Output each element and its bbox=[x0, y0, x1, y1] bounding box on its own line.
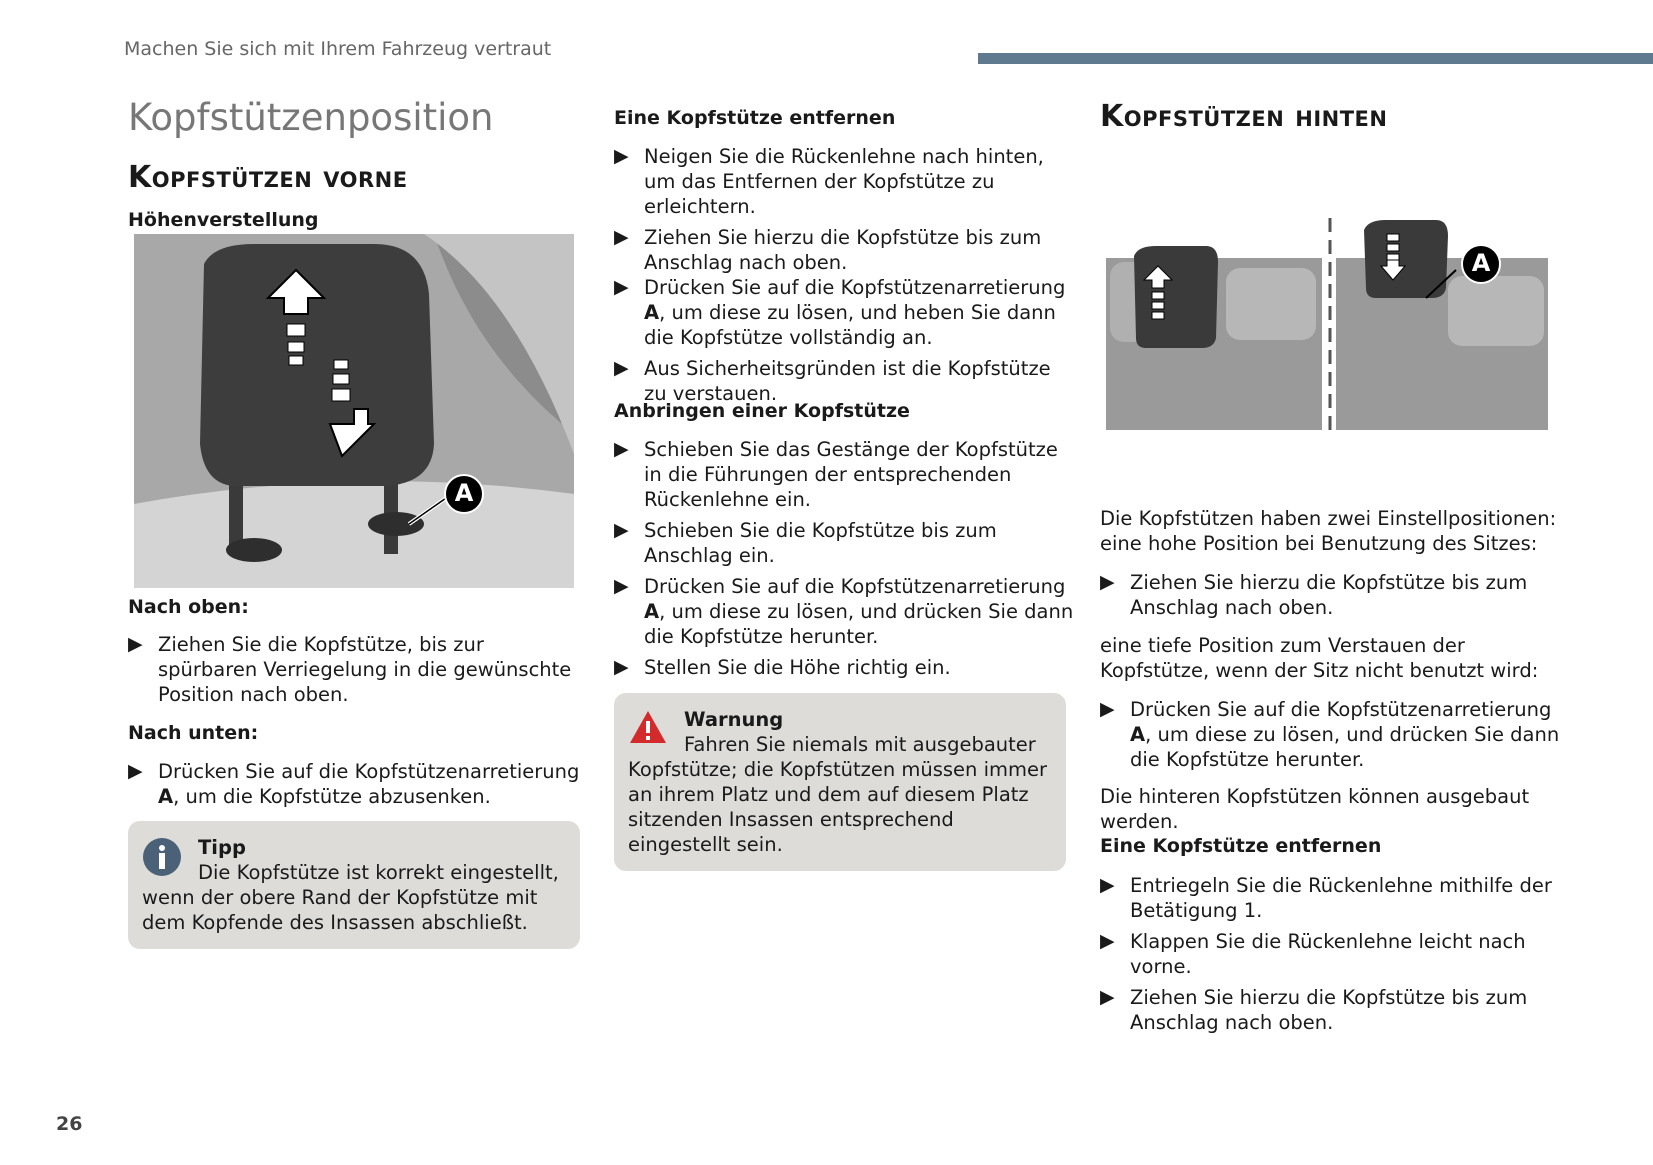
page-number: 26 bbox=[56, 1113, 83, 1135]
list-item: ▶ Entriegeln Sie die Rückenlehne mithilfe der Betätigung 1. bbox=[1100, 874, 1552, 922]
list-item: ▶ Ziehen Sie hierzu die Kopfstütze bis zum Anschlag nach oben. bbox=[1100, 571, 1528, 619]
list-item: ▶ Ziehen Sie hierzu die Kopfstütze bis zum Anschlag nach oben. bbox=[1100, 986, 1528, 1034]
section-title-front: Kopfstützen vorne bbox=[128, 160, 408, 195]
rear-headrest-image bbox=[1106, 218, 1548, 430]
bullet-arrow-icon: ▶ bbox=[614, 438, 629, 460]
subheading-attach: Anbringen einer Kopfstütze bbox=[614, 400, 910, 422]
list-item-up: ▶ Ziehen Sie die Kopfstütze, bis zur spürbaren Verriegelung in die gewünschte Position nach oben. bbox=[128, 633, 572, 706]
bullet-arrow-icon: ▶ bbox=[614, 226, 629, 248]
bullet-arrow-icon: ▶ bbox=[614, 519, 629, 541]
bullet-arrow-icon: ▶ bbox=[1100, 874, 1115, 896]
list-item: ▶ Neigen Sie die Rückenlehne nach hinten, um das Entfernen der Kopfstütze zu erleichtern. bbox=[614, 145, 1044, 218]
warning-box bbox=[614, 693, 1066, 871]
bullet-arrow-icon: ▶ bbox=[614, 575, 629, 597]
section-title-rear: Kopfstützen hinten bbox=[1100, 99, 1388, 134]
running-header: Machen Sie sich mit Ihrem Fahrzeug vertraut bbox=[124, 38, 552, 60]
warning-title: Warnung bbox=[684, 708, 784, 731]
paragraph-removable: Die hinteren Kopfstützen können ausgebaut werden. bbox=[1100, 785, 1530, 833]
subheading-height: Höhenverstellung bbox=[128, 209, 319, 231]
front-headrest-image bbox=[134, 234, 574, 588]
bullet-arrow-icon: ▶ bbox=[614, 276, 629, 298]
bullet-arrow-icon: ▶ bbox=[1100, 930, 1115, 952]
warning-text: Fahren Sie niemals mit ausgebauter Kopfstütze; die Kopfstützen müssen immer an ihrem Platz und dem auf diesem Platz sitzenden Insassen entsprechend eingestellt sein. bbox=[628, 733, 1048, 856]
bullet-arrow-icon: ▶ bbox=[614, 357, 629, 379]
rear-remove-list bbox=[1100, 873, 1560, 1035]
list-item-down: ▶ Drücken Sie auf die Kopfstützenarretierung A, um die Kopfstütze abzusenken. bbox=[128, 760, 580, 808]
tip-box bbox=[128, 821, 580, 949]
subheading-up: Nach oben: bbox=[128, 596, 249, 618]
list-item: ▶ Schieben Sie die Kopfstütze bis zum Anschlag ein. bbox=[614, 519, 997, 567]
bullet-arrow-icon: ▶ bbox=[128, 760, 143, 782]
list-item: ▶ Klappen Sie die Rückenlehne leicht nach vorne. bbox=[1100, 930, 1526, 978]
tip-text: Die Kopfstütze ist korrekt eingestellt, wenn der obere Rand der Kopfstütze mit dem Kopfende des Insassen abschließt. bbox=[142, 861, 559, 934]
bullet-arrow-icon: ▶ bbox=[1100, 698, 1115, 720]
subheading-down: Nach unten: bbox=[128, 722, 259, 744]
list-item: ▶ Aus Sicherheitsgründen ist die Kopfstütze zu verstauen. bbox=[614, 357, 1051, 405]
subheading-remove: Eine Kopfstütze entfernen bbox=[614, 107, 896, 129]
page-title: Kopfstützenposition bbox=[128, 96, 494, 139]
bullet-arrow-icon: ▶ bbox=[1100, 571, 1115, 593]
bullet-arrow-icon: ▶ bbox=[1100, 986, 1115, 1008]
paragraph-low: eine tiefe Position zum Verstauen der Kopfstütze, wenn der Sitz nicht benutzt wird: bbox=[1100, 634, 1539, 682]
subheading-remove-rear: Eine Kopfstütze entfernen bbox=[1100, 835, 1382, 857]
label-a: A bbox=[454, 479, 474, 507]
bullet-arrow-icon: ▶ bbox=[128, 633, 143, 655]
tip-title: Tipp bbox=[198, 836, 246, 859]
list-item: ▶ Ziehen Sie hierzu die Kopfstütze bis zum Anschlag nach oben. bbox=[614, 226, 1042, 274]
remove-list bbox=[614, 144, 1074, 406]
label-a: A bbox=[1471, 249, 1491, 277]
list-item: ▶ Stellen Sie die Höhe richtig ein. bbox=[614, 656, 951, 679]
bullet-arrow-icon: ▶ bbox=[614, 656, 629, 678]
attach-list bbox=[614, 437, 1074, 680]
paragraph-intro: Die Kopfstützen haben zwei Einstellpositionen: eine hohe Position bei Benutzung des Sitzes: bbox=[1100, 507, 1557, 555]
header-bar bbox=[978, 53, 1653, 64]
bullet-arrow-icon: ▶ bbox=[614, 145, 629, 167]
list-item: ▶ Drücken Sie auf die Kopfstützenarretierung A, um diese zu lösen, und drücken Sie dann die Kopfstütze herunter. bbox=[614, 575, 1074, 648]
list-item: ▶ Drücken Sie auf die Kopfstützenarretierung A, um diese zu lösen, und heben Sie dann die Kopfstütze vollständig an. bbox=[614, 276, 1066, 349]
list-item: ▶ Schieben Sie das Gestänge der Kopfstütze in die Führungen der entsprechenden Rückenlehne ein. bbox=[614, 438, 1058, 511]
list-item: ▶ Drücken Sie auf die Kopfstützenarretierung A, um diese zu lösen, und drücken Sie dann die Kopfstütze herunter. bbox=[1100, 698, 1560, 771]
